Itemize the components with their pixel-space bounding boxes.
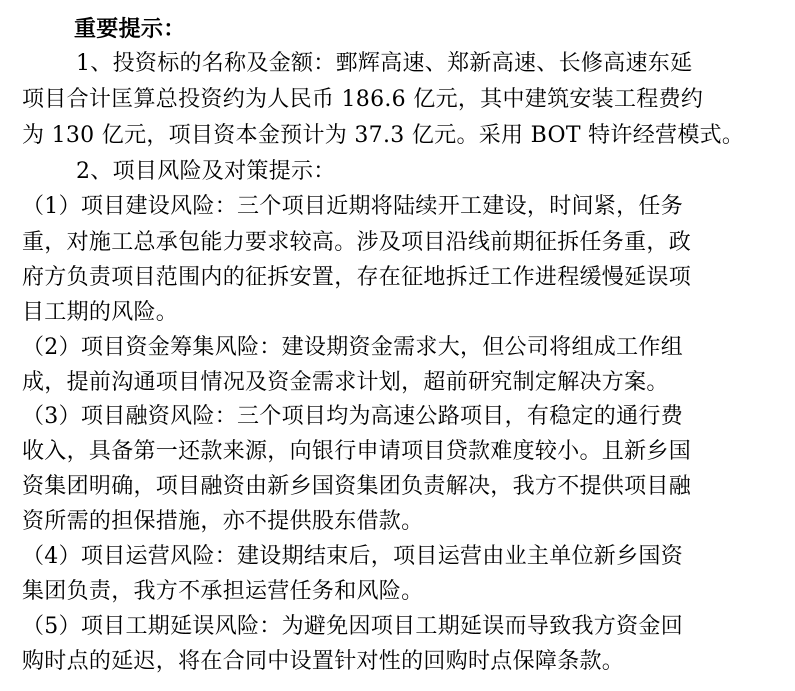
risk-5-line-1: （5）项目工期延误风险：为避免因项目工期延误而导致我方资金回 [22,614,683,639]
risk-3-line-3: 资集团明确，项目融资由新乡国资集团负责解决，我方不提供项目融 [22,474,692,499]
paragraph-line-2: 项目合计匡算总投资约为人民币 186.6 亿元，其中建筑安装工程费约 [22,87,704,112]
risk-3-line-1: （3）项目融资风险：三个项目均为高速公路项目，有稳定的通行费 [22,404,683,429]
risk-1-line-2: 重，对施工总承包能力要求较高。涉及项目沿线前期征拆任务重，政 [22,230,692,255]
risk-3-line-2: 收入，具备第一还款来源，向银行申请项目贷款难度较小。且新乡国 [22,439,692,464]
risk-2-line-2: 成，提前沟通项目情况及资金需求计划，超前研究制定解决方案。 [22,370,669,395]
section-title-risks: 2、项目风险及对策提示： [76,159,336,184]
risk-1-line-1: （1）项目建设风险：三个项目近期将陆续开工建设，时间紧，任务 [22,194,683,219]
risk-4-line-2: 集团负责，我方不承担运营任务和风险。 [22,579,424,604]
risk-3-line-4: 资所需的担保措施，亦不提供股东借款。 [22,509,424,534]
heading-important-notice: 重要提示： [74,17,186,42]
risk-4-line-1: （4）项目运营风险：建设期结束后，项目运营由业主单位新乡国资 [22,544,683,569]
risk-1-line-4: 目工期的风险。 [22,300,179,325]
paragraph-line-3: 为 130 亿元，项目资本金预计为 37.3 亿元。采用 BOT 特许经营模式。 [22,123,745,148]
risk-2-line-1: （2）项目资金筹集风险：建设期资金需求大，但公司将组成工作组 [22,335,683,360]
paragraph-line-1: 1、投资标的名称及金额：鄄辉高速、郑新高速、长修高速东延 [76,51,693,76]
risk-5-line-2: 购时点的延迟，将在合同中设置针对性的回购时点保障条款。 [22,649,625,674]
risk-1-line-3: 府方负责项目范围内的征拆安置，存在征地拆迁工作进程缓慢延误项 [22,265,692,290]
